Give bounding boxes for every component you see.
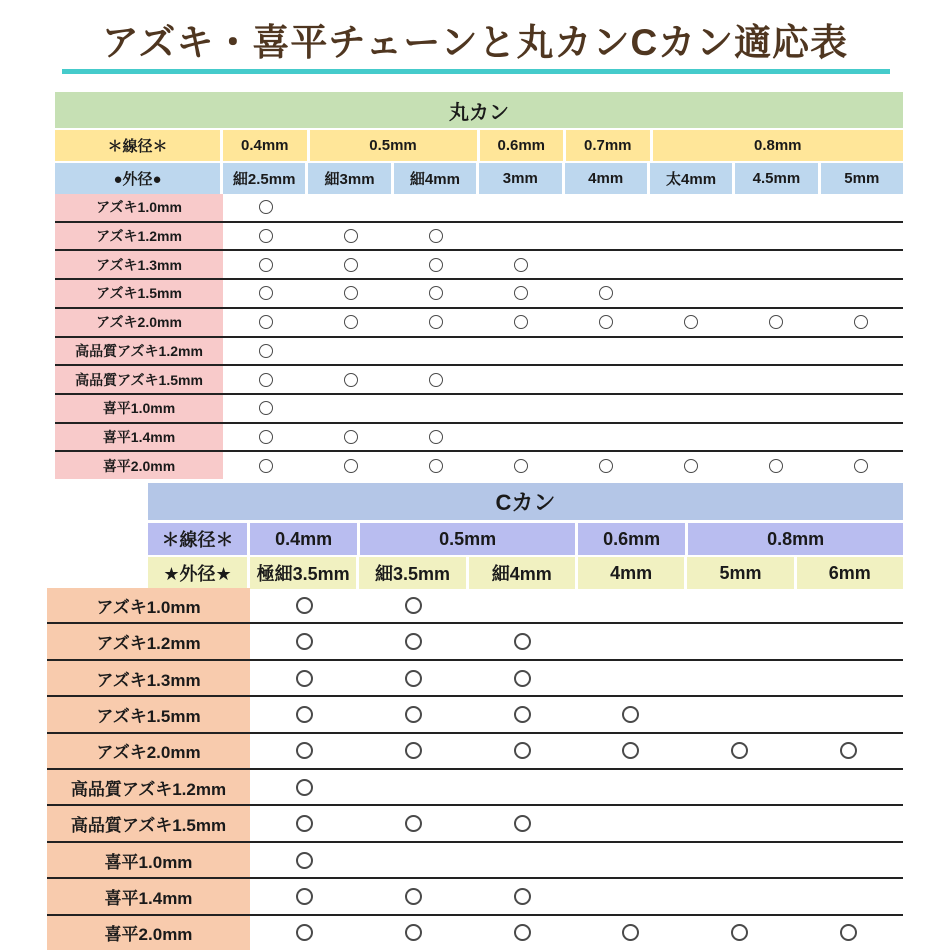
marukan-empty-cell (733, 395, 818, 422)
circle-mark-icon (259, 430, 273, 444)
marukan-mark-cell (393, 280, 478, 307)
marukan-mark-cell (563, 280, 648, 307)
marukan-empty-cell (648, 194, 733, 221)
marukan-empty-cell (648, 223, 733, 250)
ckan-mark-cell (468, 806, 577, 840)
marukan-outer-label: ●外径● (55, 163, 223, 194)
ckan-empty-cell (468, 588, 577, 622)
marukan-mark-cell (223, 366, 308, 393)
page-title: アズキ・喜平チェーンと丸カンCカン適応表 (101, 22, 849, 63)
circle-mark-icon (259, 286, 273, 300)
ckan-row-label: アズキ1.5mm (47, 697, 250, 731)
ckan-mark-cell (250, 879, 359, 913)
marukan-empty-cell (308, 194, 393, 221)
marukan-row-label: アズキ1.2mm (55, 223, 223, 250)
marukan-empty-cell (478, 366, 563, 393)
marukan-empty-cell (478, 223, 563, 250)
marukan-mark-cell (308, 280, 393, 307)
circle-mark-icon (514, 315, 528, 329)
circle-mark-icon (599, 286, 613, 300)
ckan-mark-cell (794, 916, 903, 950)
marukan-row (55, 249, 903, 278)
marukan-outer-header-cell: 5mm (821, 163, 903, 194)
ckan-empty-cell (359, 843, 468, 877)
ckan-empty-cell (359, 770, 468, 804)
circle-mark-icon (296, 670, 313, 687)
marukan-empty-cell (818, 395, 903, 422)
marukan-outer-header-cell: 細4mm (394, 163, 479, 194)
ckan-empty-cell (794, 661, 903, 695)
ckan-row-label: 喜平1.4mm (47, 879, 250, 913)
ckan-row (47, 732, 903, 768)
marukan-empty-cell (648, 280, 733, 307)
ckan-empty-cell (794, 624, 903, 658)
circle-mark-icon (405, 888, 422, 905)
marukan-empty-cell (393, 338, 478, 365)
marukan-wire-label: ＊線径＊ (55, 130, 223, 161)
ckan-empty-cell (794, 697, 903, 731)
marukan-mark-cell (308, 309, 393, 336)
marukan-empty-cell (818, 194, 903, 221)
marukan-empty-cell (733, 424, 818, 451)
marukan-mark-cell (733, 309, 818, 336)
marukan-outer-row (55, 163, 903, 194)
ckan-mark-cell (250, 916, 359, 950)
marukan-row (55, 364, 903, 393)
marukan-empty-cell (308, 338, 393, 365)
marukan-row (55, 393, 903, 422)
ckan-wire-row (148, 523, 903, 555)
ckan-row-label: アズキ2.0mm (47, 734, 250, 768)
ckan-mark-cell (250, 661, 359, 695)
marukan-row-label: アズキ1.3mm (55, 251, 223, 278)
ckan-mark-cell (359, 806, 468, 840)
marukan-mark-cell (648, 309, 733, 336)
circle-mark-icon (344, 258, 358, 272)
circle-mark-icon (344, 229, 358, 243)
circle-mark-icon (514, 633, 531, 650)
circle-mark-icon (429, 258, 443, 272)
ckan-row-label: アズキ1.2mm (47, 624, 250, 658)
marukan-row-label: 高品質アズキ1.5mm (55, 366, 223, 393)
circle-mark-icon (259, 229, 273, 243)
marukan-mark-cell (223, 194, 308, 221)
ckan-mark-cell (359, 697, 468, 731)
marukan-row-label: 高品質アズキ1.2mm (55, 338, 223, 365)
marukan-empty-cell (733, 223, 818, 250)
marukan-empty-cell (733, 251, 818, 278)
marukan-outer-header-cell: 4.5mm (735, 163, 820, 194)
marukan-mark-cell (648, 452, 733, 479)
ckan-outer-label: ★外径★ (148, 557, 250, 589)
marukan-mark-cell (478, 251, 563, 278)
ckan-empty-cell (576, 843, 685, 877)
ckan-empty-cell (685, 588, 794, 622)
circle-mark-icon (259, 344, 273, 358)
marukan-empty-cell (563, 223, 648, 250)
circle-mark-icon (840, 924, 857, 941)
circle-mark-icon (514, 286, 528, 300)
circle-mark-icon (429, 373, 443, 387)
marukan-wire-header-cell: 0.6mm (480, 130, 567, 161)
ckan-mark-cell (468, 879, 577, 913)
ckan-mark-cell (359, 879, 468, 913)
ckan-outer-header-cell: 極細3.5mm (250, 557, 359, 589)
marukan-row-label: アズキ1.0mm (55, 194, 223, 221)
circle-mark-icon (769, 459, 783, 473)
ckan-mark-cell (250, 770, 359, 804)
marukan-mark-cell (223, 309, 308, 336)
marukan-row-label: 喜平1.4mm (55, 424, 223, 451)
ckan-wire-label: ＊線径＊ (148, 523, 250, 555)
marukan-row (55, 194, 903, 221)
ckan-wire-header-cell: 0.4mm (250, 523, 360, 555)
circle-mark-icon (405, 924, 422, 941)
ckan-wire-header-cell: 0.5mm (360, 523, 578, 555)
marukan-empty-cell (733, 194, 818, 221)
ckan-mark-cell (359, 916, 468, 950)
circle-mark-icon (296, 742, 313, 759)
ckan-row-label: アズキ1.0mm (47, 588, 250, 622)
circle-mark-icon (296, 597, 313, 614)
circle-mark-icon (514, 742, 531, 759)
marukan-mark-cell (393, 452, 478, 479)
ckan-empty-cell (685, 661, 794, 695)
marukan-row-label: 喜平2.0mm (55, 452, 223, 479)
circle-mark-icon (429, 430, 443, 444)
marukan-mark-cell (223, 452, 308, 479)
circle-mark-icon (622, 924, 639, 941)
marukan-empty-cell (648, 338, 733, 365)
circle-mark-icon (405, 597, 422, 614)
ckan-row (47, 622, 903, 658)
ckan-mark-cell (468, 661, 577, 695)
marukan-mark-cell (563, 452, 648, 479)
marukan-empty-cell (818, 223, 903, 250)
marukan-empty-cell (818, 338, 903, 365)
marukan-mark-cell (478, 309, 563, 336)
circle-mark-icon (622, 706, 639, 723)
ckan-wire-header-cell: 0.8mm (688, 523, 903, 555)
marukan-table (55, 92, 903, 194)
marukan-mark-cell (818, 452, 903, 479)
marukan-mark-cell (478, 280, 563, 307)
circle-mark-icon (429, 459, 443, 473)
marukan-empty-cell (818, 366, 903, 393)
marukan-mark-cell (393, 251, 478, 278)
ckan-empty-cell (794, 770, 903, 804)
marukan-row (55, 336, 903, 365)
marukan-empty-cell (563, 251, 648, 278)
ckan-row (47, 768, 903, 804)
marukan-empty-cell (563, 194, 648, 221)
ckan-mark-cell (359, 734, 468, 768)
circle-mark-icon (514, 888, 531, 905)
circle-mark-icon (684, 315, 698, 329)
circle-mark-icon (514, 706, 531, 723)
circle-mark-icon (296, 633, 313, 650)
ckan-empty-cell (576, 661, 685, 695)
circle-mark-icon (769, 315, 783, 329)
ckan-mark-cell (576, 697, 685, 731)
marukan-empty-cell (648, 395, 733, 422)
ckan-wire-header-cell: 0.6mm (578, 523, 688, 555)
ckan-mark-cell (576, 734, 685, 768)
circle-mark-icon (599, 315, 613, 329)
circle-mark-icon (405, 633, 422, 650)
circle-mark-icon (514, 924, 531, 941)
marukan-mark-cell (223, 251, 308, 278)
marukan-empty-cell (818, 424, 903, 451)
ckan-body (47, 588, 903, 950)
circle-mark-icon (259, 459, 273, 473)
marukan-empty-cell (818, 280, 903, 307)
marukan-row (55, 278, 903, 307)
circle-mark-icon (514, 258, 528, 272)
marukan-empty-cell (563, 338, 648, 365)
ckan-empty-cell (794, 843, 903, 877)
ckan-mark-cell (685, 916, 794, 950)
circle-mark-icon (514, 670, 531, 687)
ckan-empty-cell (794, 588, 903, 622)
marukan-empty-cell (733, 366, 818, 393)
marukan-row (55, 450, 903, 479)
marukan-wire-row (55, 130, 903, 161)
ckan-empty-cell (576, 624, 685, 658)
marukan-wire-header-cell: 0.5mm (310, 130, 480, 161)
ckan-outer-header-cell: 4mm (578, 557, 687, 589)
marukan-mark-cell (308, 366, 393, 393)
marukan-body (55, 194, 903, 479)
ckan-empty-cell (576, 770, 685, 804)
marukan-row-label: 喜平1.0mm (55, 395, 223, 422)
marukan-empty-cell (478, 424, 563, 451)
ckan-empty-cell (685, 843, 794, 877)
marukan-empty-cell (563, 366, 648, 393)
circle-mark-icon (344, 430, 358, 444)
marukan-mark-cell (308, 452, 393, 479)
circle-mark-icon (405, 815, 422, 832)
ckan-mark-cell (250, 806, 359, 840)
circle-mark-icon (296, 815, 313, 832)
ckan-mark-cell (794, 734, 903, 768)
marukan-wire-header-cell: 0.4mm (223, 130, 310, 161)
marukan-mark-cell (223, 395, 308, 422)
circle-mark-icon (259, 315, 273, 329)
circle-mark-icon (296, 779, 313, 796)
ckan-row (47, 841, 903, 877)
ckan-empty-cell (685, 697, 794, 731)
ckan-empty-cell (685, 806, 794, 840)
ckan-mark-cell (468, 697, 577, 731)
ckan-outer-header-cell: 5mm (687, 557, 796, 589)
marukan-mark-cell (393, 223, 478, 250)
marukan-empty-cell (393, 194, 478, 221)
marukan-outer-header-cell: 4mm (565, 163, 650, 194)
circle-mark-icon (296, 924, 313, 941)
circle-mark-icon (684, 459, 698, 473)
ckan-table (148, 483, 903, 589)
ckan-row (47, 804, 903, 840)
marukan-mark-cell (478, 452, 563, 479)
marukan-empty-cell (733, 280, 818, 307)
circle-mark-icon (731, 924, 748, 941)
ckan-empty-cell (685, 879, 794, 913)
circle-mark-icon (296, 852, 313, 869)
marukan-empty-cell (393, 395, 478, 422)
circle-mark-icon (344, 459, 358, 473)
marukan-mark-cell (308, 223, 393, 250)
circle-mark-icon (429, 315, 443, 329)
circle-mark-icon (854, 315, 868, 329)
marukan-mark-cell (393, 424, 478, 451)
ckan-mark-cell (250, 697, 359, 731)
marukan-empty-cell (478, 395, 563, 422)
marukan-empty-cell (818, 251, 903, 278)
marukan-outer-header-cell: 細2.5mm (223, 163, 308, 194)
ckan-table-title: Cカン (148, 483, 903, 520)
circle-mark-icon (405, 706, 422, 723)
ckan-mark-cell (468, 734, 577, 768)
circle-mark-icon (259, 200, 273, 214)
ckan-row-label: 喜平1.0mm (47, 843, 250, 877)
marukan-mark-cell (393, 309, 478, 336)
ckan-empty-cell (794, 806, 903, 840)
marukan-mark-cell (393, 366, 478, 393)
circle-mark-icon (514, 459, 528, 473)
marukan-empty-cell (648, 366, 733, 393)
ckan-row (47, 695, 903, 731)
marukan-empty-cell (308, 395, 393, 422)
marukan-mark-cell (223, 280, 308, 307)
circle-mark-icon (429, 286, 443, 300)
marukan-outer-header-cell: 3mm (479, 163, 564, 194)
circle-mark-icon (840, 742, 857, 759)
ckan-row-label: 高品質アズキ1.5mm (47, 806, 250, 840)
ckan-mark-cell (359, 588, 468, 622)
circle-mark-icon (259, 401, 273, 415)
ckan-empty-cell (468, 770, 577, 804)
ckan-mark-cell (685, 734, 794, 768)
title-underline (62, 69, 890, 74)
circle-mark-icon (429, 229, 443, 243)
ckan-row (47, 914, 903, 950)
ckan-empty-cell (576, 806, 685, 840)
ckan-row (47, 659, 903, 695)
marukan-mark-cell (223, 424, 308, 451)
marukan-empty-cell (478, 338, 563, 365)
marukan-mark-cell (308, 424, 393, 451)
marukan-mark-cell (818, 309, 903, 336)
ckan-outer-row (148, 557, 903, 589)
circle-mark-icon (854, 459, 868, 473)
marukan-mark-cell (223, 223, 308, 250)
ckan-row (47, 588, 903, 622)
circle-mark-icon (405, 670, 422, 687)
marukan-empty-cell (648, 251, 733, 278)
marukan-row (55, 422, 903, 451)
ckan-mark-cell (250, 734, 359, 768)
circle-mark-icon (731, 742, 748, 759)
circle-mark-icon (514, 815, 531, 832)
ckan-empty-cell (685, 770, 794, 804)
circle-mark-icon (405, 742, 422, 759)
marukan-mark-cell (563, 309, 648, 336)
circle-mark-icon (296, 706, 313, 723)
marukan-wire-header-cell: 0.7mm (566, 130, 653, 161)
marukan-row-label: アズキ2.0mm (55, 309, 223, 336)
circle-mark-icon (344, 315, 358, 329)
ckan-mark-cell (250, 843, 359, 877)
marukan-row (55, 221, 903, 250)
ckan-outer-header-cell: 細3.5mm (359, 557, 468, 589)
ckan-mark-cell (359, 661, 468, 695)
ckan-outer-header-cell: 6mm (797, 557, 903, 589)
marukan-empty-cell (648, 424, 733, 451)
ckan-empty-cell (794, 879, 903, 913)
marukan-outer-header-cell: 太4mm (650, 163, 735, 194)
ckan-mark-cell (468, 916, 577, 950)
ckan-mark-cell (576, 916, 685, 950)
marukan-table-title: 丸カン (55, 92, 903, 128)
ckan-mark-cell (359, 624, 468, 658)
ckan-mark-cell (250, 624, 359, 658)
ckan-empty-cell (468, 843, 577, 877)
marukan-mark-cell (733, 452, 818, 479)
ckan-mark-cell (468, 624, 577, 658)
marukan-empty-cell (733, 338, 818, 365)
marukan-mark-cell (223, 338, 308, 365)
ckan-outer-header-cell: 細4mm (469, 557, 578, 589)
circle-mark-icon (296, 888, 313, 905)
circle-mark-icon (344, 373, 358, 387)
marukan-empty-cell (563, 424, 648, 451)
marukan-empty-cell (563, 395, 648, 422)
circle-mark-icon (622, 742, 639, 759)
ckan-mark-cell (250, 588, 359, 622)
ckan-row (47, 877, 903, 913)
ckan-row-label: 喜平2.0mm (47, 916, 250, 950)
circle-mark-icon (259, 258, 273, 272)
circle-mark-icon (599, 459, 613, 473)
circle-mark-icon (259, 373, 273, 387)
circle-mark-icon (344, 286, 358, 300)
marukan-empty-cell (478, 194, 563, 221)
ckan-row-label: アズキ1.3mm (47, 661, 250, 695)
marukan-row (55, 307, 903, 336)
ckan-empty-cell (576, 879, 685, 913)
ckan-empty-cell (576, 588, 685, 622)
marukan-mark-cell (308, 251, 393, 278)
ckan-empty-cell (685, 624, 794, 658)
marukan-outer-header-cell: 細3mm (308, 163, 393, 194)
marukan-wire-header-cell: 0.8mm (653, 130, 904, 161)
marukan-row-label: アズキ1.5mm (55, 280, 223, 307)
ckan-row-label: 高品質アズキ1.2mm (47, 770, 250, 804)
